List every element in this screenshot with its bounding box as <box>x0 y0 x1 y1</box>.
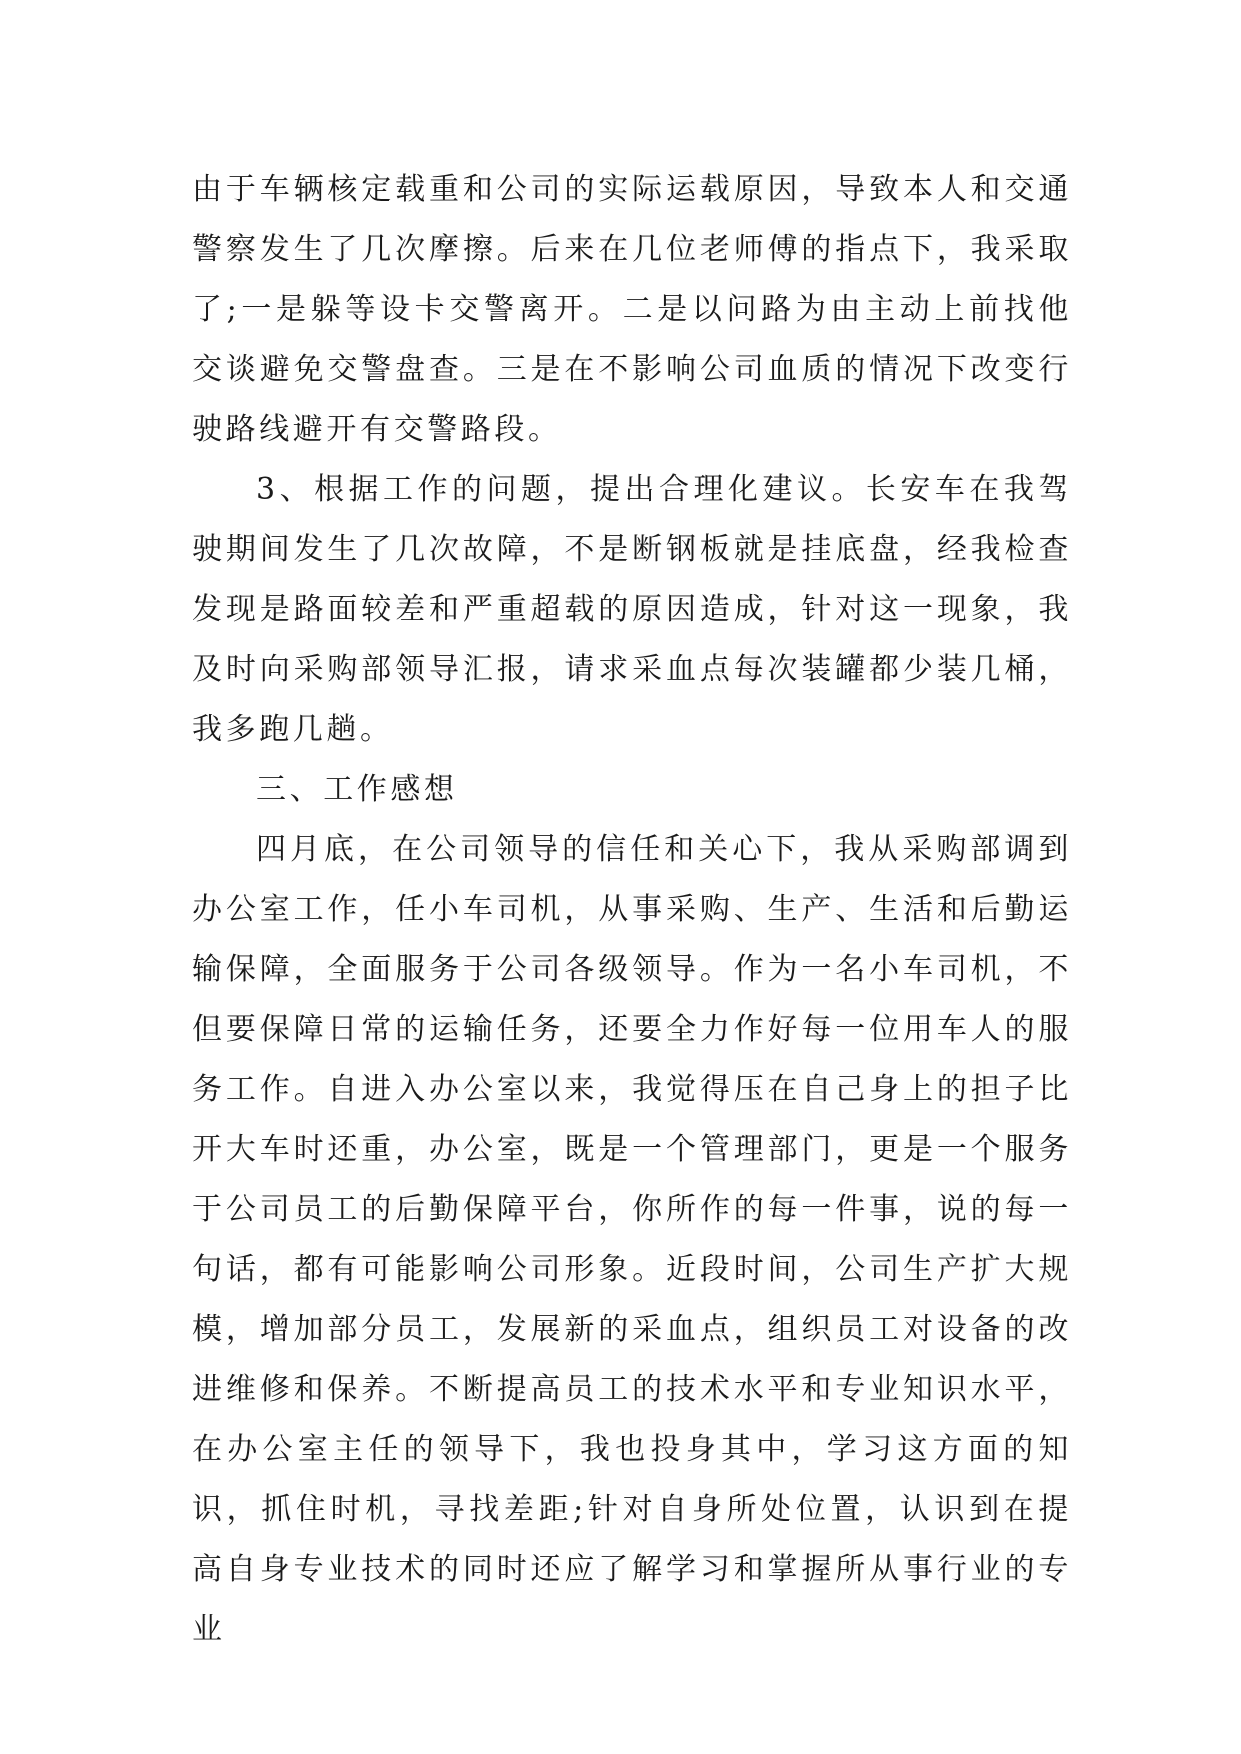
paragraph-1: 由于车辆核定载重和公司的实际运载原因，导致本人和交通警察发生了几次摩擦。后来在几位老师傅的指点下，我采取了;一是躲等设卡交警离开。二是以问路为由主动上前找他交谈避免交警盘查。三是在不影响公司血质的情况下改变行驶路线避开有交警路段。 <box>192 172 1072 447</box>
section-heading: 三、工作感想 <box>256 772 458 807</box>
document-body <box>192 160 1072 1660</box>
paragraph-2: 3、根据工作的问题，提出合理化建议。长安车在我驾驶期间发生了几次故障，不是断钢板就是挂底盘，经我检查发现是路面较差和严重超载的原因造成，针对这一现象，我及时向采购部领导汇报，请求采血点每次装罐都少装几桶，我多跑几趟。 <box>192 472 1072 747</box>
paragraph-4: 四月底，在公司领导的信任和关心下，我从采购部调到办公室工作，任小车司机，从事采购、生产、生活和后勤运输保障，全面服务于公司各级领导。作为一名小车司机，不但要保障日常的运输任务，还要全力作好每一位用车人的服务工作。自进入办公室以来，我觉得压在自己身上的担子比开大车时还重，办公室，既是一个管理部门，更是一个服务于公司员工的后勤保障平台，你所作的每一件事，说的每一句话，都有可能影响公司形象。近段时间，公司生产扩大规模，增加部分员工，发展新的采血点，组织员工对设备的改进维修和保养。不断提高员工的技术水平和专业知识水平，在办公室主任的领导下，我也投身其中，学习这方面的知识，抓住时机，寻找差距;针对自身所处位置，认识到在提高自身专业技术的同时还应了解学习和掌握所从事行业的专业 <box>192 832 1072 1647</box>
